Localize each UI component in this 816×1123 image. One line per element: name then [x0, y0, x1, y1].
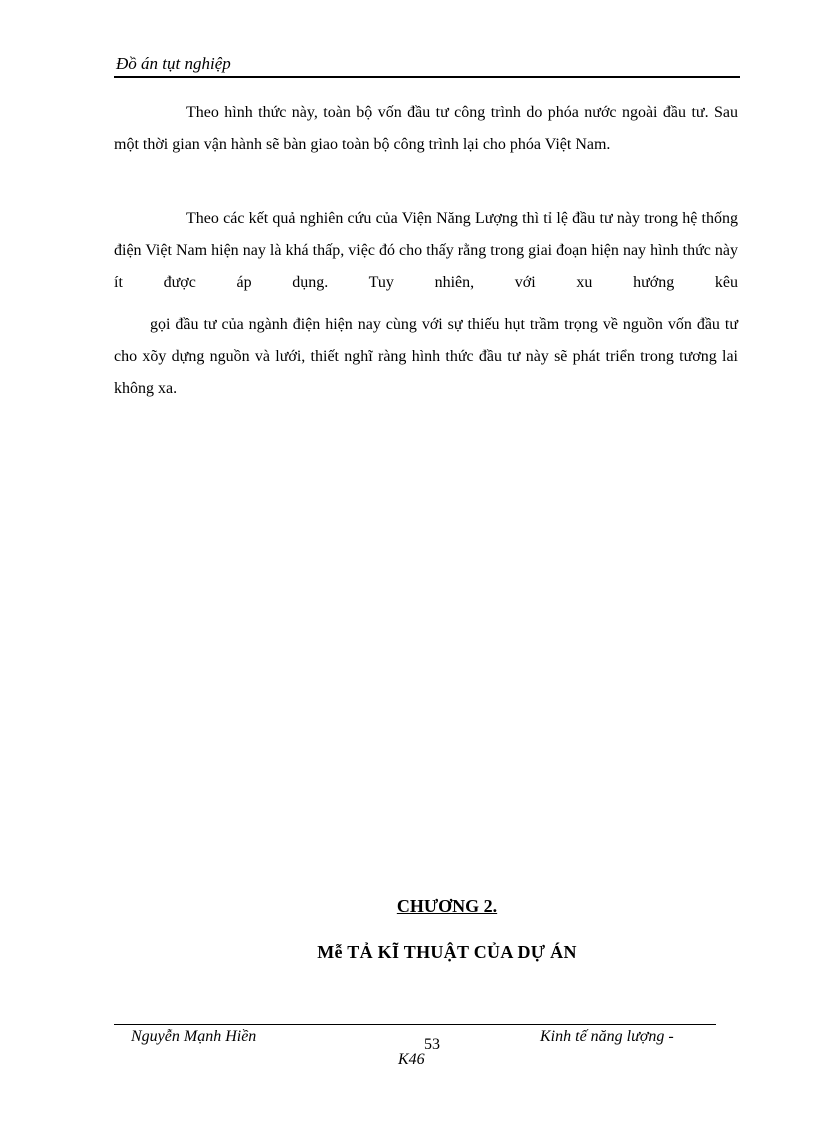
- paragraph-1-block: [114, 97, 738, 161]
- paragraph-2-block: [114, 203, 738, 299]
- footer-divider: [114, 1024, 716, 1025]
- paragraph-3: gọi đầu tư của ngành điện hiện nay cùng với sự thiếu hụt trầm trọng về nguồn vốn đầu tư cho xõy dựng nguồn và lưới, thiết nghĩ ràng hình thức đầu tư này sẽ phát triển trong tương lai không xa.: [114, 316, 738, 397]
- paragraph-2: Theo các kết quả nghiên cứu của Viện Năng Lượng thì tỉ lệ đầu tư này trong hệ thống điện Việt Nam hiện nay là khá thấp, việc đó cho thấy rằng trong giai đoạn hiện nay hình thức này ít được áp dụng. Tuy nhiên, với xu hướng kêu: [114, 210, 738, 291]
- header-title: Đồ án tụt nghiệp: [116, 54, 231, 73]
- chapter-number: CHƯƠNG 2.: [396, 896, 498, 916]
- page-header: [114, 54, 740, 78]
- paragraph-3-block: [114, 309, 738, 405]
- chapter-title: Mễ TẢ KĨ THUẬT CỦA DỰ ÁN: [317, 942, 577, 962]
- footer-author: Nguyễn Mạnh Hiền: [131, 1028, 257, 1045]
- paragraph-1: Theo hình thức này, toàn bộ vốn đầu tư công trình do phóa nước ngoài đầu tư. Sau một thời gian vận hành sẽ bàn giao toàn bộ công trình lại cho phóa Việt Nam.: [114, 104, 738, 153]
- footer-class: K46: [398, 1051, 425, 1068]
- footer-department: Kinh tế năng lượng -: [540, 1028, 674, 1045]
- page-number: 53: [424, 1036, 440, 1053]
- chapter-heading: [114, 896, 780, 917]
